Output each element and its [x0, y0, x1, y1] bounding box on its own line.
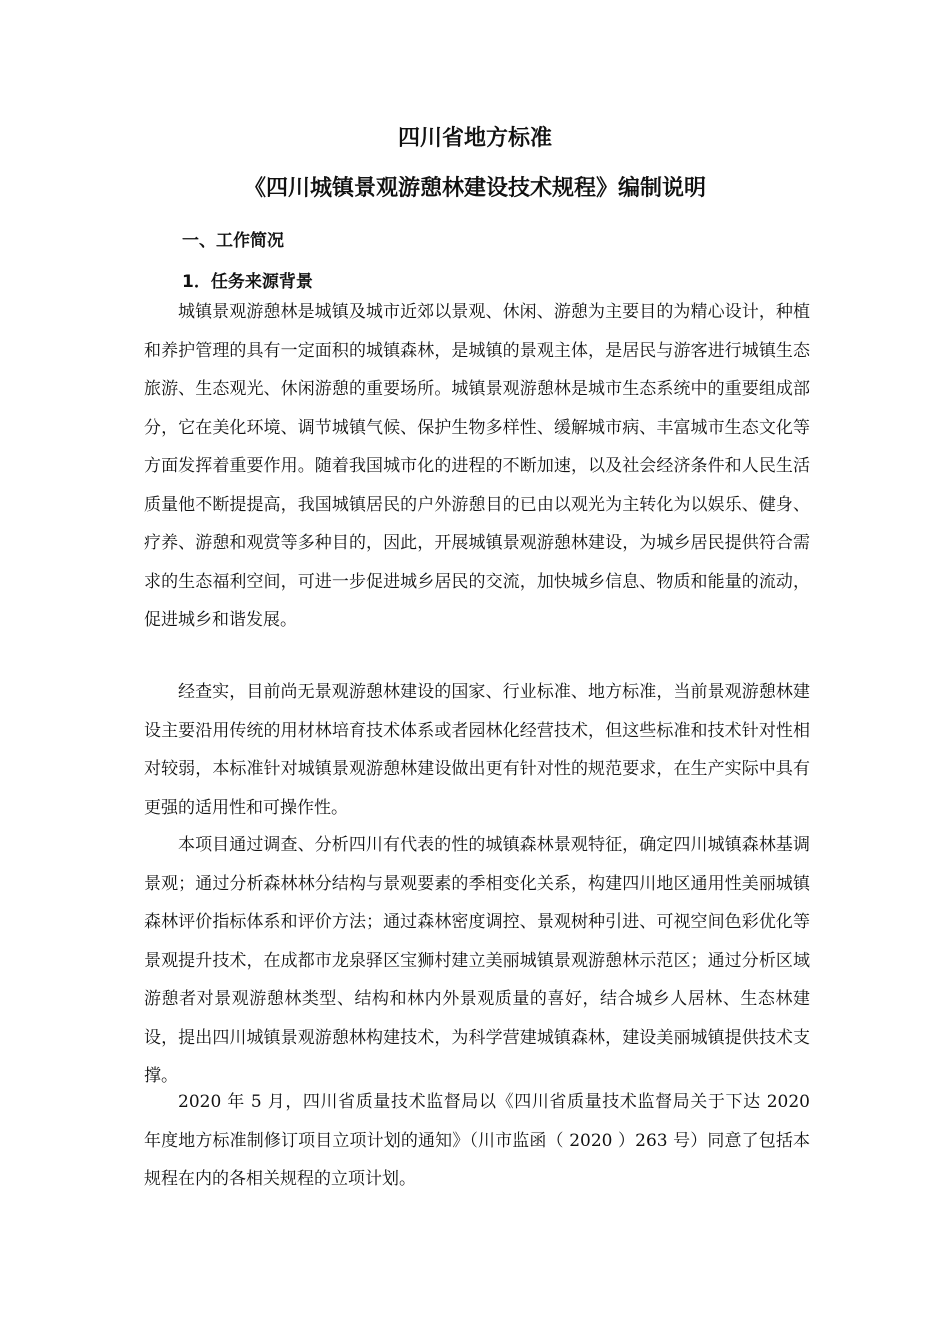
paragraph-block — [144, 673, 810, 827]
paragraph: 本项目通过调查、分析四川有代表的性的城镇森林景观特征，确定四川城镇森林基调景观；通过分析森林林分结构与景观要素的季相变化关系，构建四川地区通用性美丽城镇森林评价指标体系和评价方法；通过森林密度调控、景观树种引进、可视空间色彩优化等景观提升技术，在成都市龙泉驿区宝狮村建立美丽城镇景观游憩林示范区；通过分析区域游憩者对景观游憩林类型、结构和林内外景观质量的喜好，结合城乡人居林、生态林建设，提出四川城镇景观游憩林构建技术，为科学营建城镇森林，建设美丽城镇提供技术支撑。 — [144, 835, 810, 1086]
paragraph-block — [144, 293, 810, 640]
paragraph-block — [144, 1083, 810, 1199]
subsection-heading: 1．任务来源背景 — [182, 272, 313, 292]
paragraph: 2020 年 5 月，四川省质量技术监督局以《四川省质量技术监督局关于下达 2020 年度地方标准制修订项目立项计划的通知》（川市监函（ 2020 ）263 号）同意了包括本规程在内的各相关规程的立项计划。 — [144, 1092, 810, 1189]
paragraph-block — [144, 826, 810, 1096]
paragraph: 经查实，目前尚无景观游憩林建设的国家、行业标准、地方标准，当前景观游憩林建设主要沿用传统的用材林培育技术体系或者园林化经营技术，但这些标准和技术针对性相对较弱，本标准针对城镇景观游憩林建设做出更有针对性的规范要求，在生产实际中具有更强的适用性和可操作性。 — [144, 682, 810, 818]
document-title: 四川省地方标准 — [397, 126, 552, 151]
document-subtitle: 《四川城镇景观游憩林建设技术规程》编制说明 — [243, 176, 706, 201]
paragraph: 城镇景观游憩林是城镇及城市近郊以景观、休闲、游憩为主要目的为精心设计，种植和养护管理的具有一定面积的城镇森林，是城镇的景观主体，是居民与游客进行城镇生态旅游、生态观光、休闲游憩的重要场所。城镇景观游憩林是城市生态系统中的重要组成部分，它在美化环境、调节城镇气候、保护生物多样性、缓解城市病、丰富城市生态文化等方面发挥着重要作用。随着我国城市化的进程的不断加速，以及社会经济条件和人民生活质量他不断提提高，我国城镇居民的户外游憩目的已由以观光为主转化为以娱乐、健身、疗养、游憩和观赏等多种目的，因此，开展城镇景观游憩林建设，为城乡居民提供符合需求的生态福利空间，可进一步促进城乡居民的交流，加快城乡信息、物质和能量的流动，促进城乡和谐发展。 — [144, 302, 810, 630]
section-heading: 一、工作简况 — [182, 231, 284, 251]
